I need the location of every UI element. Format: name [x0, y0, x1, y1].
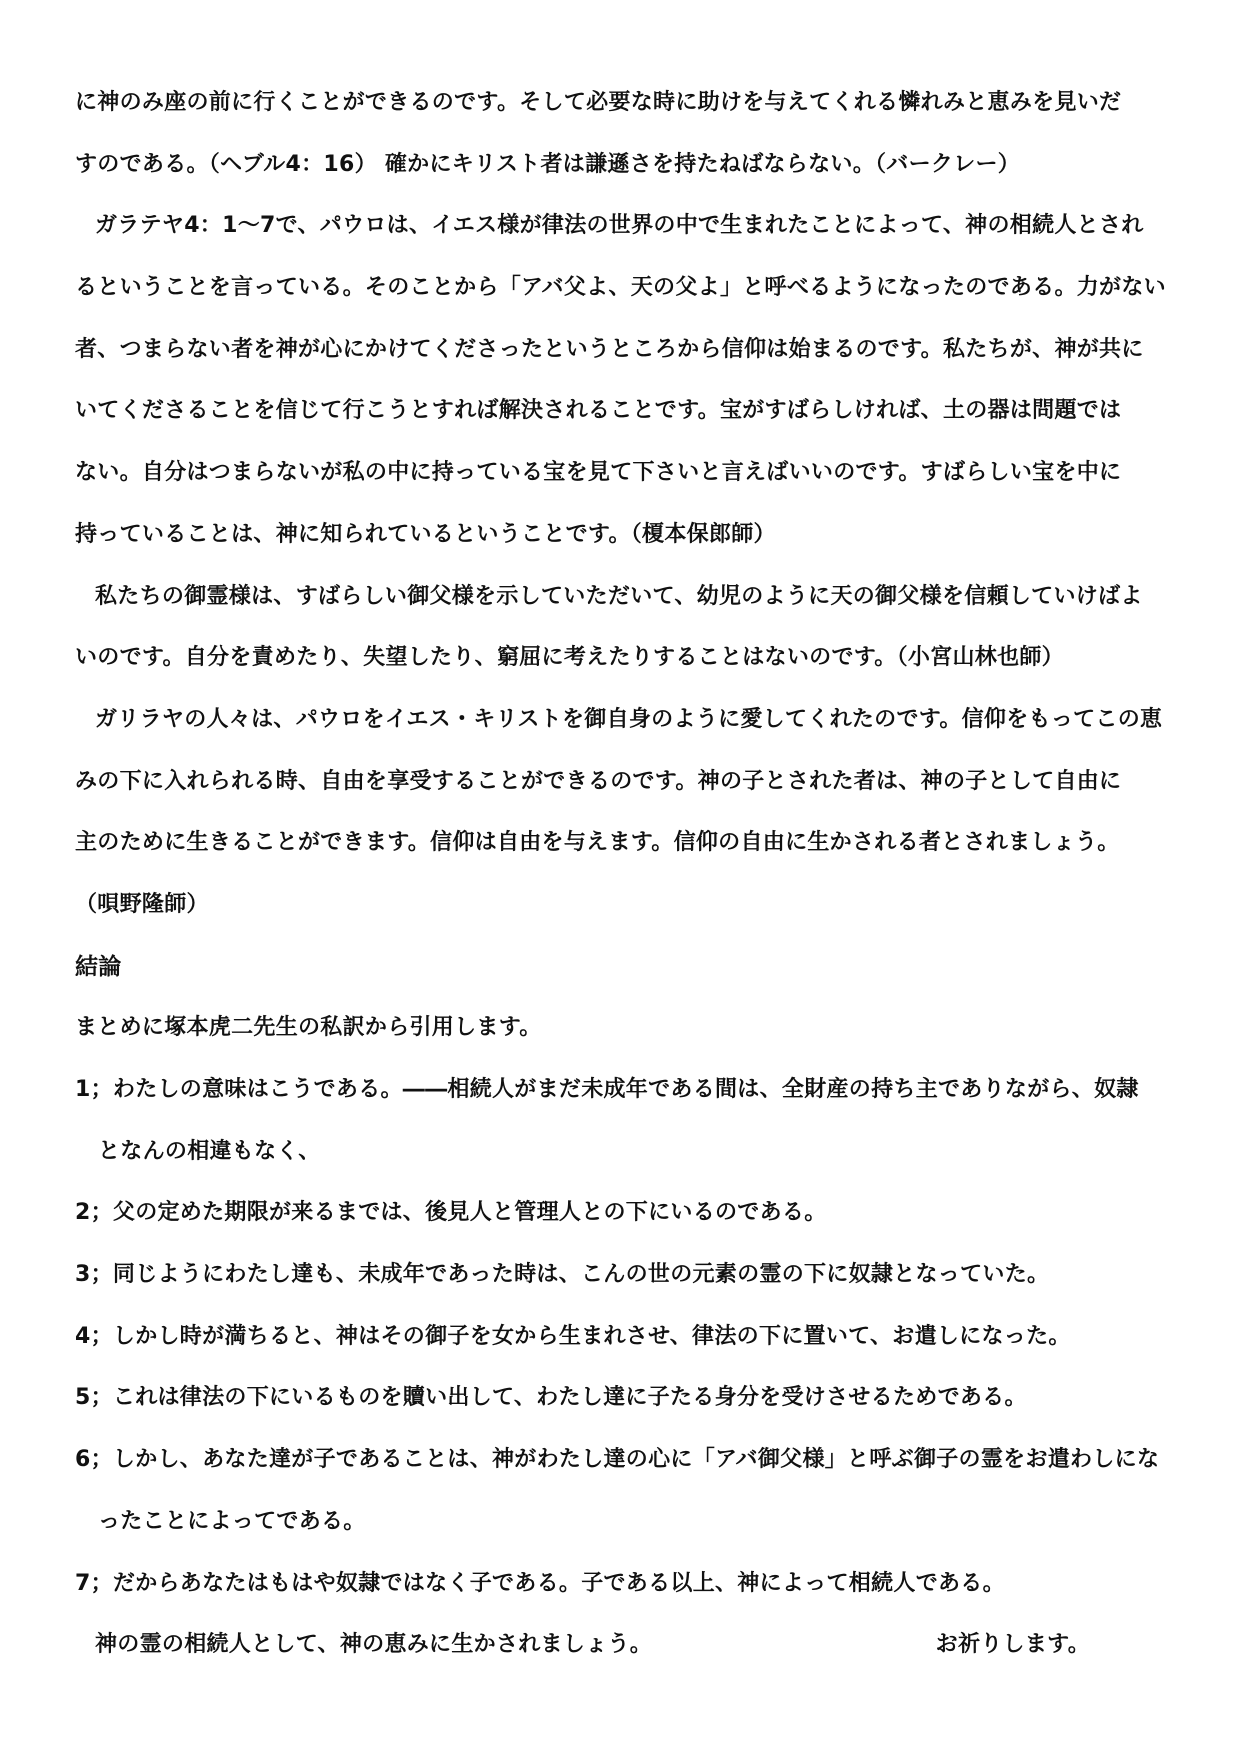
- text-line: るということを言っている。そのことから「アバ父よ、天の父よ」と呼べるようになったのである。力がない: [75, 275, 1166, 301]
- text-line: 2；父の定めた期限が来るまでは、後見人と管理人との下にいるのである。: [75, 1200, 827, 1226]
- text-line: 1；わたしの意味はこうである。――相続人がまだ未成年である間は、全財産の持ち主でありながら、奴隷: [75, 1077, 1139, 1102]
- closing-statement: 神の霊の相続人として、神の恵みに生かされましょう。: [95, 1632, 653, 1658]
- text-line: 4；しかし時が満ちると、神はその御子を女から生まれさせ、律法の下に置いて、お遣しになった。: [75, 1323, 1071, 1349]
- text-line: 6；しかし、あなた達が子であることは、神がわたし達の心に「アバ御父様」と呼ぶ御子の霊をお遣わしにな: [75, 1447, 1160, 1473]
- text-line: ない。自分はつまらないが私の中に持っている宝を見て下さいと言えばいいのです。すばらしい宝を中に: [75, 460, 1122, 486]
- text-line: ガラテヤ4：1～7で、パウロは、イエス様が律法の世界の中で生まれたことによって、神の相続人とされ: [95, 213, 1144, 239]
- document-body: [75, 88, 1175, 1630]
- text-line: まとめに塚本虎二先生の私訳から引用します。: [75, 1015, 542, 1041]
- text-line: ったことによってである。: [98, 1508, 366, 1534]
- text-line: に神のみ座の前に行くことができるのです。そして必要な時に助けを与えてくれる憐れみと恵みを見いだ: [75, 90, 1122, 115]
- text-line: みの下に入れられる時、自由を享受することができるのです。神の子とされた者は、神の子として自由に: [75, 768, 1122, 794]
- text-line: 7；だからあなたはもはや奴隷ではなく子である。子である以上、神によって相続人である。: [75, 1570, 1005, 1596]
- text-line: ガリラヤの人々は、パウロをイエス・キリストを御自身のように愛してくれたのです。信仰をもってこの恵: [95, 706, 1163, 732]
- section-heading: 結論: [75, 953, 122, 980]
- text-line: すのである。（ヘブル4：16） 確かにキリスト者は謙遜さを持たねばならない。（バークレー）: [75, 151, 1021, 177]
- text-line: いのです。自分を責めたり、失望したり、窮屈に考えたりすることはないのです。（小宮山林也師）: [75, 645, 1064, 671]
- text-line: （唄野隆師）: [75, 891, 209, 917]
- text-line: 5；これは律法の下にいるものを贖い出して、わたし達に子たる身分を受けさせるためである。: [75, 1385, 1027, 1411]
- text-line: 者、つまらない者を神が心にかけてくださったというところから信仰は始まるのです。私たちが、神が共に: [75, 336, 1144, 362]
- closing-line: [75, 1630, 1090, 1692]
- text-line: となんの相違もなく、: [98, 1138, 321, 1164]
- text-line: 持っていることは、神に知られているということです。（榎本保郎師）: [75, 521, 776, 547]
- document-page: [75, 88, 1175, 1692]
- text-line: 主のために生きることができます。信仰は自由を与えます。信仰の自由に生かされる者とされましょう。: [75, 830, 1120, 856]
- text-line: 3；同じようにわたし達も、未成年であった時は、こんの世の元素の霊の下に奴隷となっていた。: [75, 1262, 1050, 1288]
- closing-prayer: お祈りします。: [935, 1632, 1090, 1658]
- text-line: 私たちの御霊様は、すばらしい御父様を示していただいて、幼児のように天の御父様を信頼していけばよ: [95, 583, 1143, 609]
- text-line: いてくださることを信じて行こうとすれば解決されることです。宝がすばらしければ、土の器は問題では: [75, 398, 1122, 424]
